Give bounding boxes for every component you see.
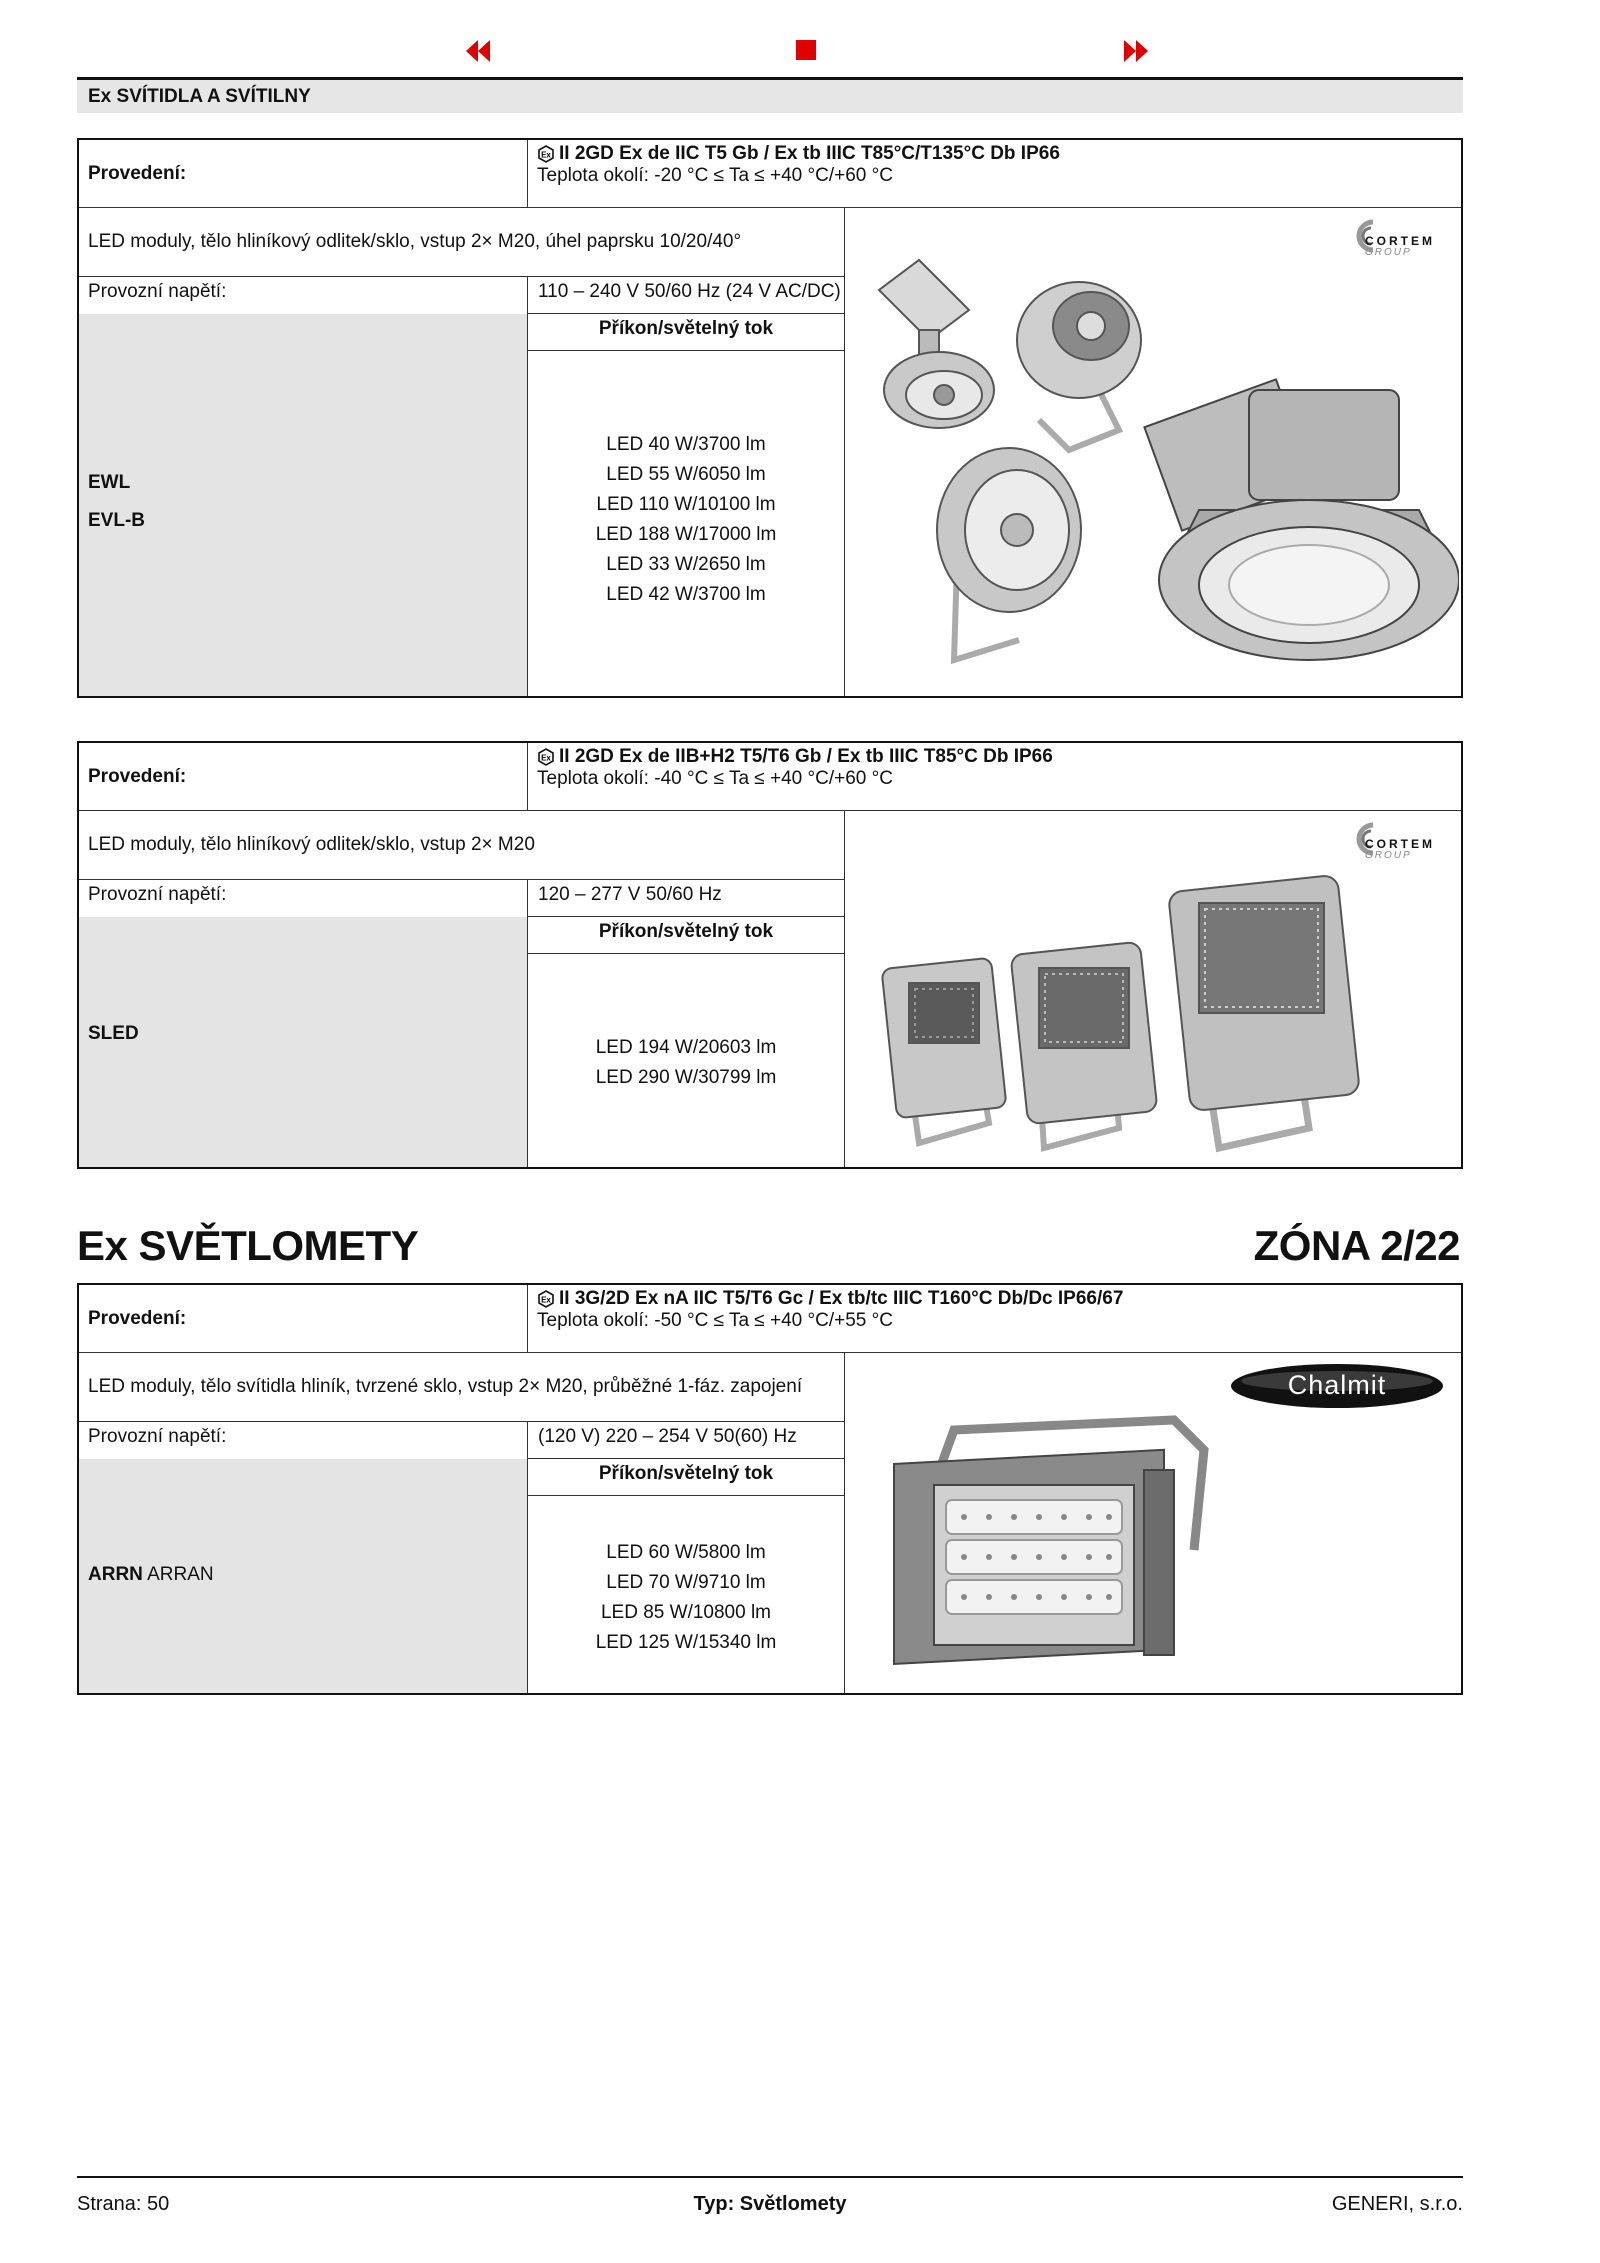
description: LED moduly, tělo hliníkový odlitek/sklo, vstup 2× M20 xyxy=(88,834,535,855)
provedeni-label: Provedení: xyxy=(88,1307,187,1329)
model-code: ARRN xyxy=(88,1564,143,1585)
zone-heading: ZÓNA 2/22 xyxy=(1253,1222,1460,1269)
ex-hexagon-icon xyxy=(537,145,555,163)
svg-text:Ex: Ex xyxy=(541,753,551,763)
provedeni-label: Provedení: xyxy=(88,765,187,787)
next-page-button[interactable] xyxy=(1118,36,1158,66)
page-navigation xyxy=(0,30,1600,70)
model-name: EVL-B xyxy=(88,510,145,531)
footer-rule xyxy=(77,2176,1463,2178)
stop-square-icon xyxy=(788,36,828,66)
power-header: Příkon/světelný tok xyxy=(598,318,774,339)
ex-spec-line: Ex II 2GD Ex de IIC T5 Gb / Ex tb IIIC T85°C/T135°C Db IP66 xyxy=(537,143,1457,165)
logo-sub: GROUP xyxy=(1365,247,1412,258)
product-card-sled xyxy=(77,741,1463,1169)
product-image-ewl xyxy=(859,240,1459,680)
ambient-temperature: Teplota okolí: -50 °C ≤ Ta ≤ +40 °C/+55 °C xyxy=(537,1310,893,1331)
logo-sub: GROUP xyxy=(1365,850,1412,861)
voltage-label: Provozní napětí: xyxy=(88,281,227,302)
power-values: LED 40 W/3700 lm LED 55 W/6050 lm LED 110 W/10100 lm LED 188 W/17000 lm LED 33 W/2650 lm LED 42 W/3700 lm xyxy=(595,434,777,605)
ambient-temperature: Teplota okolí: -40 °C ≤ Ta ≤ +40 °C/+60 °C xyxy=(537,768,893,789)
double-left-arrow-icon xyxy=(458,36,498,66)
description: LED moduly, tělo svítidla hliník, tvrzené sklo, vstup 2× M20, průběžné 1-fáz. zapojení xyxy=(88,1376,803,1397)
power-values: LED 194 W/20603 lm LED 290 W/30799 lm xyxy=(595,1037,777,1088)
power-header: Příkon/světelný tok xyxy=(598,921,774,942)
ambient-temperature: Teplota okolí: -20 °C ≤ Ta ≤ +40 °C/+60 °C xyxy=(537,165,893,186)
voltage-value: (120 V) 220 – 254 V 50(60) Hz xyxy=(538,1426,797,1447)
model-name: ARRAN xyxy=(147,1564,214,1585)
chalmit-logo xyxy=(1229,1361,1451,1411)
model-list xyxy=(79,917,527,1167)
model-name: SLED xyxy=(88,1023,139,1044)
section-heading: Ex SVĚTLOMETY xyxy=(77,1222,419,1269)
voltage-label: Provozní napětí: xyxy=(88,884,227,905)
ex-hexagon-icon xyxy=(537,748,555,766)
power-header: Příkon/světelný tok xyxy=(598,1463,774,1484)
logo-name: CORTEM xyxy=(1365,837,1435,851)
section-title: Ex SVÍTIDLA A SVÍTILNY xyxy=(77,80,1463,113)
power-values: LED 60 W/5800 lm LED 70 W/9710 lm LED 85 W/10800 lm LED 125 W/15340 lm xyxy=(595,1542,777,1653)
model-list xyxy=(79,1459,527,1693)
product-card-arrn xyxy=(77,1283,1463,1695)
ex-hexagon-icon xyxy=(537,1290,555,1308)
model-list xyxy=(79,314,527,696)
logo-name: CORTEM xyxy=(1365,234,1435,248)
model-name: EWL xyxy=(88,472,131,493)
product-image-sled xyxy=(879,873,1459,1153)
voltage-value: 120 – 277 V 50/60 Hz xyxy=(538,884,722,905)
cortem-logo xyxy=(1351,817,1451,869)
home-button[interactable] xyxy=(788,36,828,66)
svg-text:Ex: Ex xyxy=(541,1295,551,1305)
provedeni-label: Provedení: xyxy=(88,162,187,184)
voltage-label: Provozní napětí: xyxy=(88,1426,227,1447)
product-card-ewl xyxy=(77,138,1463,698)
product-image-arrn xyxy=(874,1410,1314,1680)
footer-company: GENERI, s.r.o. xyxy=(1331,2193,1463,2215)
footer-type: Typ: Světlomety xyxy=(693,2193,847,2215)
logo-name: Chalmit xyxy=(1287,1370,1387,1400)
double-right-arrow-icon xyxy=(1118,36,1158,66)
previous-page-button[interactable] xyxy=(458,36,498,66)
voltage-value: 110 – 240 V 50/60 Hz (24 V AC/DC) xyxy=(538,281,841,302)
svg-text:Ex: Ex xyxy=(541,150,551,160)
page-number: Strana: 50 xyxy=(77,2193,170,2215)
ex-spec-line: Ex II 3G/2D Ex nA IIC T5/T6 Gc / Ex tb/tc IIIC T160°C Db/Dc IP66/67 xyxy=(537,1288,1457,1310)
ex-spec-line: Ex II 2GD Ex de IIB+H2 T5/T6 Gb / Ex tb IIIC T85°C Db IP66 xyxy=(537,746,1457,768)
description: LED moduly, tělo hliníkový odlitek/sklo, vstup 2× M20, úhel paprsku 10/20/40° xyxy=(88,231,742,252)
